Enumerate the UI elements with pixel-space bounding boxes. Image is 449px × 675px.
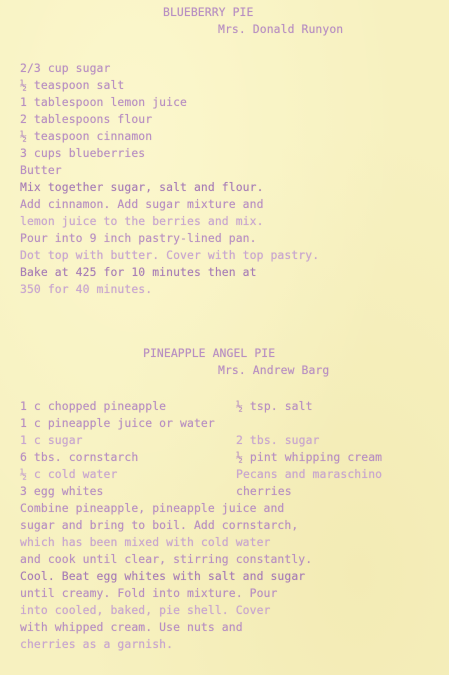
recipe1-direction: Mix together sugar, salt and flour. bbox=[20, 180, 264, 194]
recipe1-ingredient: ½ teaspoon salt bbox=[20, 78, 125, 92]
recipe1-direction: Bake at 425 for 10 minutes then at bbox=[20, 265, 257, 279]
recipe2-direction: with whipped cream. Use nuts and bbox=[20, 620, 243, 634]
recipe2-direction: into cooled, baked, pie shell. Cover bbox=[20, 603, 271, 617]
recipe1-direction: 350 for 40 minutes. bbox=[20, 282, 153, 296]
recipe1-title: BLUEBERRY PIE bbox=[163, 5, 254, 19]
recipe1-author: Mrs. Donald Runyon bbox=[218, 22, 344, 36]
recipe1-direction: Add cinnamon. Add sugar mixture and bbox=[20, 197, 264, 211]
recipe2-ingredient-right: ½ pint whipping cream bbox=[236, 450, 383, 464]
recipe2-direction: which has been mixed with cold water bbox=[20, 535, 271, 549]
recipe1-ingredient: 2 tablespoons flour bbox=[20, 112, 153, 126]
recipe2-title: PINEAPPLE ANGEL PIE bbox=[143, 346, 276, 360]
recipe2-ingredient-left: 3 egg whites bbox=[20, 484, 104, 498]
recipe2-ingredient-right: 2 tbs. sugar bbox=[236, 433, 320, 447]
recipe2-direction: Cool. Beat egg whites with salt and sugar bbox=[20, 569, 306, 583]
recipe2-ingredient-right: Pecans and maraschino bbox=[236, 467, 383, 481]
recipe1-ingredient: 3 cups blueberries bbox=[20, 146, 146, 160]
recipe1-direction: Dot top with butter. Cover with top pastry. bbox=[20, 248, 320, 262]
recipe1-ingredient: 1 tablespoon lemon juice bbox=[20, 95, 187, 109]
recipe2-direction: and cook until clear, stirring constantly. bbox=[20, 552, 313, 566]
recipe2-direction: until creamy. Fold into mixture. Pour bbox=[20, 586, 278, 600]
recipe1-ingredient: Butter bbox=[20, 163, 62, 177]
recipe2-ingredient-left: 1 c sugar bbox=[20, 433, 83, 447]
recipe2-author: Mrs. Andrew Barg bbox=[218, 363, 330, 377]
recipe1-ingredient: 2/3 cup sugar bbox=[20, 61, 111, 75]
recipe2-direction: sugar and bring to boil. Add cornstarch, bbox=[20, 518, 299, 532]
recipe2-ingredient-left: 1 c chopped pineapple bbox=[20, 399, 167, 413]
recipe1-direction: Pour into 9 inch pastry-lined pan. bbox=[20, 231, 257, 245]
recipe2-ingredient-left: ½ c cold water bbox=[20, 467, 118, 481]
recipe2-ingredient-right: ½ tsp. salt bbox=[236, 399, 313, 413]
recipe2-ingredient-right: cherries bbox=[236, 484, 292, 498]
recipe1-direction: lemon juice to the berries and mix. bbox=[20, 214, 264, 228]
recipe2-ingredient-left: 6 tbs. cornstarch bbox=[20, 450, 139, 464]
recipe2-direction: Combine pineapple, pineapple juice and bbox=[20, 501, 285, 515]
recipe2-direction: cherries as a garnish. bbox=[20, 637, 174, 651]
recipe1-ingredient: ½ teaspoon cinnamon bbox=[20, 129, 153, 143]
recipe2-ingredient-left: 1 c pineapple juice or water bbox=[20, 416, 215, 430]
